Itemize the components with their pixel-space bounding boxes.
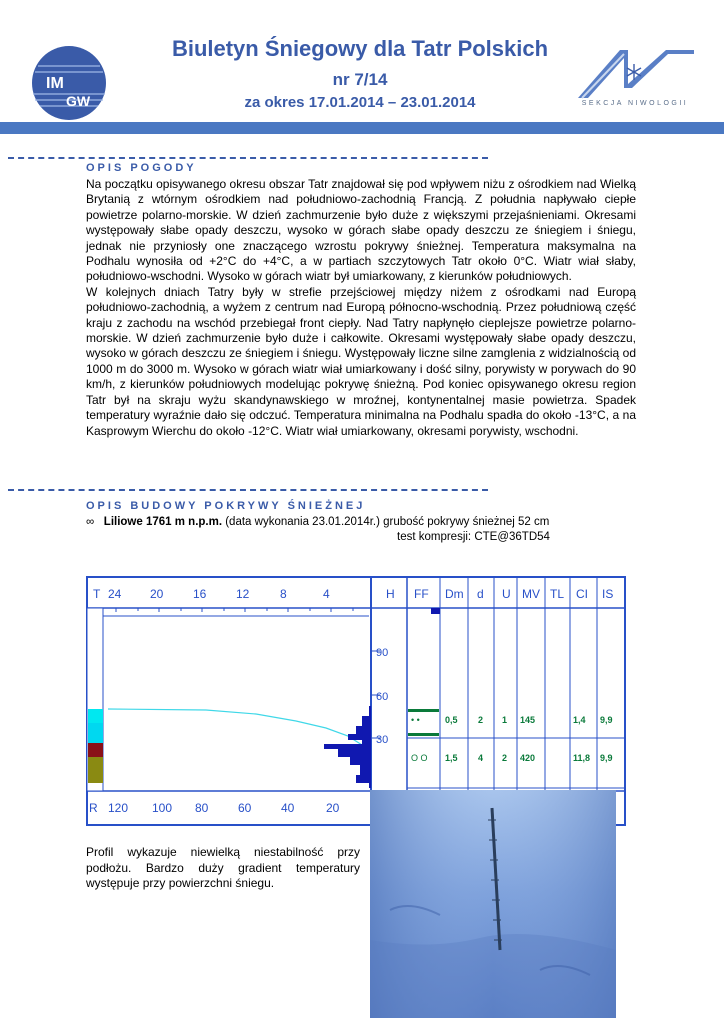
layer-ci: 1,4 [573,715,586,725]
snow-profile-chart [86,576,627,826]
column-header: U [502,587,511,601]
layer-color-swatch [88,757,103,769]
column-header: FF [414,587,429,601]
resistance-tick: 60 [238,801,252,815]
height-tick: 30 [376,734,389,746]
layer-color-swatch [88,769,103,783]
column-header: IS [602,587,614,601]
layer-u: 2 [502,753,508,763]
temperature-axis-label: T [93,587,101,601]
bulletin-number: nr 7/14 [332,70,388,89]
logo-text-gw: GW [66,93,91,109]
layer-is: 9,9 [600,715,613,725]
column-header: CI [576,587,588,601]
layer-symbol: O O [411,753,428,763]
logo-caption: SEKCJA NIWOLOGII [581,100,689,107]
layer-d: 4 [478,753,484,763]
layer-u: 1 [502,715,508,725]
temperature-tick: 20 [150,587,164,601]
profile-note: Profil wykazuje niewielką niestabilność przy podłożu. Bardzo duży gradient temperatury występuje przy powierzchni śniegu. [86,845,360,890]
layer-color-swatch [88,723,103,743]
layer-d: 2 [478,715,484,725]
niwologia-logo [568,44,700,114]
layer-color-swatch [88,743,103,757]
bullet-icon: ∞ [86,516,95,528]
temperature-tick: 24 [108,587,122,601]
layer-color-swatch [88,709,103,723]
section-divider [8,489,488,491]
imgw-logo [30,44,108,122]
profile-details: (data wykonania 23.01.2014r.) grubość pokrywy śnieżnej 52 cm [222,516,550,528]
column-header: TL [550,587,565,601]
layer-dm: 1,5 [445,753,458,763]
weather-paragraph: Na początku opisywanego okresu obszar Tatr znajdował się pod wpływem niżu z ośrodkiem nad Wielką Brytanią z wtórnym ośrodkiem nad południowo-zachodnią Francją. Z południa napływało ciepłe powietrze polarno-morskie. W dzień zachmurzenie było duże z większymi przejaśnieniami. Okresami występowały słabe opady deszczu, wysoko w górach słabe opady deszczu ze śniegiem i śniegu, jednak nie przyniosły one znaczącego wzrostu pokrywy śnieżnej. Temperatura maksymalna na Podhalu wynosiła od +2°C do +4°C, a w partiach szczytowych Tatr około 0°C. Wiatr wiał słaby, południowo-wschodni. Wysoko w górach wiatr był umiarkowany, z kierunków południowych. [86,177,636,284]
snowpack-heading: OPIS BUDOWY POKRYWY ŚNIEŻNEJ [86,500,366,512]
page-title: Biuletyn Śniegowy dla Tatr Polskich [171,36,549,61]
layer-ci: 11,8 [573,753,591,763]
temperature-tick: 12 [236,587,250,601]
column-header: Dm [445,587,464,601]
compression-test: test kompresji: CTE@36TD54 [397,531,550,543]
weather-paragraph: W kolejnych dniach Tatry były w strefie przejściowej między niżem z ośrodkami nad Europą południowo-zachodnią, a wyżem z centrum nad Europą północno-wschodnią. Przez południową część kraju z zachodu na wschód przebiegał front ciepły. Nad Tatry napłynęło cieplejsze powietrze polarno-morskie. W dzień zachmurzenie było duże i całkowite. Okresami występowały słabe opady deszczu, wysoko w górach deszczu ze śniegiem i śniegu. Występowały liczne silne zamglenia z widzialnością od 1000 m do 3000 m. Wysoko w górach wiatr wiał umiarkowany i dość silny, porywisty w porywach do 90 km/h, z kierunków południowych modelując pokrywę śnieżną. Pod koniec opisywanego okresu region Tatr był na skraju wyżu skandynawskiego w mroźnej, kontynentalnej masie powietrza. Spadek temperatury wyraźnie dało się odczuć. Temperatura minimalna na Podhalu spadła do około -13°C, a na Kasprowym Wierchu do około -12°C. Wiatr wiał umiarkowany, okresami porywisty, wschodni. [86,284,636,438]
layer-symbol: • • [411,715,420,725]
weather-text [86,177,636,439]
snow-pit-photo [370,790,616,1018]
layer-is: 9,9 [600,753,613,763]
header-band [0,122,724,134]
resistance-axis-label: R [89,801,98,815]
resistance-tick: 80 [195,801,209,815]
column-header: d [477,587,484,601]
height-tick: 60 [376,691,389,703]
logo-text-im: IM [46,75,64,92]
bulletin-period: za okres 17.01.2014 – 23.01.2014 [244,94,476,111]
temperature-tick: 4 [323,587,330,601]
resistance-tick: 100 [152,801,173,815]
layer-mv: 145 [520,715,536,725]
resistance-tick: 20 [326,801,340,815]
weather-heading: OPIS POGODY [86,162,197,174]
column-header: MV [522,587,540,601]
section-divider [8,157,488,159]
resistance-tick: 120 [108,801,129,815]
height-tick: 90 [376,647,389,659]
temperature-tick: 16 [193,587,207,601]
profile-location-line [86,516,549,528]
temperature-tick: 8 [280,587,287,601]
layer-dm: 0,5 [445,715,458,725]
height-axis-label: H [386,587,395,601]
resistance-tick: 40 [281,801,295,815]
profile-location: Liliowe 1761 m n.p.m. [103,516,223,528]
layer-mv: 420 [520,753,536,763]
